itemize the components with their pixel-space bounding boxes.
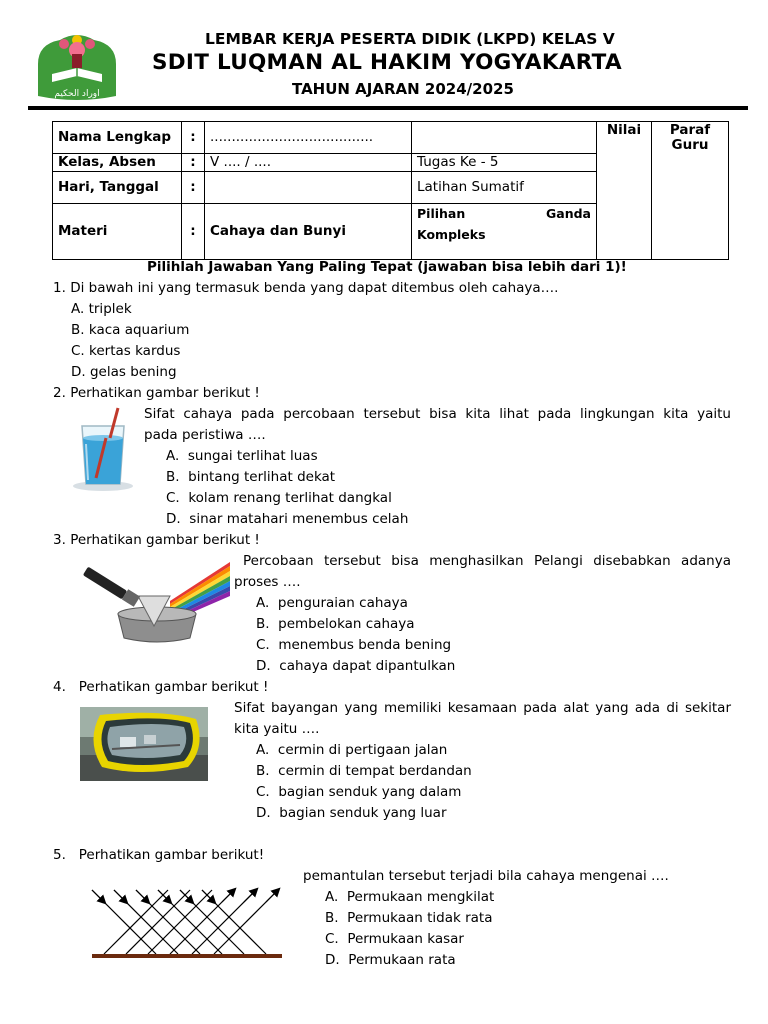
- option-3c[interactable]: C. menembus benda bening: [256, 637, 452, 653]
- date-field[interactable]: [205, 172, 412, 204]
- class-field[interactable]: V .... / ....: [205, 154, 412, 172]
- glass-straw-image: [70, 404, 136, 492]
- school-name: SDIT LUQMAN AL HAKIM YOGYAKARTA: [152, 50, 622, 75]
- option-4c[interactable]: C. bagian senduk yang dalam: [256, 784, 462, 800]
- name-label: Nama Lengkap: [53, 122, 182, 154]
- option-1a[interactable]: A. triplek: [71, 301, 132, 317]
- header-divider: [28, 106, 748, 110]
- option-1d[interactable]: D. gelas bening: [71, 364, 177, 380]
- option-1b[interactable]: B. kaca aquarium: [71, 322, 190, 338]
- worksheet-title: LEMBAR KERJA PESERTA DIDIK (LKPD) KELAS V: [205, 30, 615, 48]
- student-info-table: Nama Lengkap : ...................................... Nilai Paraf Guru Kelas, Absen : V .... / .... Tugas Ke - 5 Hari, Tanggal : Latihan Sumatif Materi : Cahaya dan Bunyi Pilihan Ganda Kompleks: [52, 121, 729, 260]
- question-5-intro: 5. Perhatikan gambar berikut!: [53, 847, 265, 863]
- question-5-stem: pemantulan tersebut terjadi bila cahaya mengenai ….: [303, 868, 669, 884]
- svg-text:اوراد الحكيم: اوراد الحكيم: [54, 89, 100, 99]
- reflection-diagram: [84, 886, 284, 962]
- question-2-intro: 2. Perhatikan gambar berikut !: [53, 385, 260, 401]
- car-side-mirror-image: [80, 707, 208, 781]
- school-logo: [30, 30, 124, 104]
- exam-type: Latihan Sumatif: [412, 172, 597, 204]
- option-3a[interactable]: A. penguraian cahaya: [256, 595, 408, 611]
- question-4-intro: 4. Perhatikan gambar berikut !: [53, 679, 269, 695]
- option-4d[interactable]: D. bagian senduk yang luar: [256, 805, 447, 821]
- material-value: Cahaya dan Bunyi: [205, 204, 412, 260]
- option-2b[interactable]: B. bintang terlihat dekat: [166, 469, 336, 485]
- academic-year: TAHUN AJARAN 2024/2025: [292, 80, 514, 98]
- option-2c[interactable]: C. kolam renang terlihat dangkal: [166, 490, 392, 506]
- option-4a[interactable]: A. cermin di pertigaan jalan: [256, 742, 448, 758]
- option-4b[interactable]: B. cermin di tempat berdandan: [256, 763, 472, 779]
- option-5a[interactable]: A. Permukaan mengkilat: [325, 889, 495, 905]
- name-field[interactable]: ......................................: [205, 122, 412, 154]
- material-label: Materi: [53, 204, 182, 260]
- option-5b[interactable]: B. Permukaan tidak rata: [325, 910, 493, 926]
- task-number: Tugas Ke - 5: [412, 154, 597, 172]
- option-3d[interactable]: D. cahaya dapat dipantulkan: [256, 658, 456, 674]
- prism-rainbow-image: [68, 556, 234, 644]
- instruction: Pilihlah Jawaban Yang Paling Tepat (jawaban bisa lebih dari 1)!: [147, 259, 627, 275]
- question-3-stem: Percobaan tersebut bisa menghasilkan Pelangi disebabkan adanya: [243, 553, 731, 569]
- option-5c[interactable]: C. Permukaan kasar: [325, 931, 464, 947]
- class-label: Kelas, Absen: [53, 154, 182, 172]
- question-1: 1. Di bawah ini yang termasuk benda yang dapat ditembus oleh cahaya….: [53, 280, 559, 296]
- date-label: Hari, Tanggal: [53, 172, 182, 204]
- question-2-stem: Sifat cahaya pada percobaan tersebut bisa kita lihat pada lingkungan kita yaitu: [144, 406, 731, 422]
- option-3b[interactable]: B. pembelokan cahaya: [256, 616, 415, 632]
- teacher-sign-label: Paraf Guru: [652, 122, 729, 260]
- question-format: Pilihan Ganda Kompleks: [412, 204, 597, 260]
- question-3-intro: 3. Perhatikan gambar berikut !: [53, 532, 260, 548]
- option-2a[interactable]: A. sungai terlihat luas: [166, 448, 318, 464]
- option-1c[interactable]: C. kertas kardus: [71, 343, 181, 359]
- question-4-stem: Sifat bayangan yang memiliki kesamaan pada alat yang ada di sekitar: [234, 700, 731, 716]
- option-5d[interactable]: D. Permukaan rata: [325, 952, 456, 968]
- option-2d[interactable]: D. sinar matahari menembus celah: [166, 511, 409, 527]
- score-label: Nilai: [597, 122, 652, 260]
